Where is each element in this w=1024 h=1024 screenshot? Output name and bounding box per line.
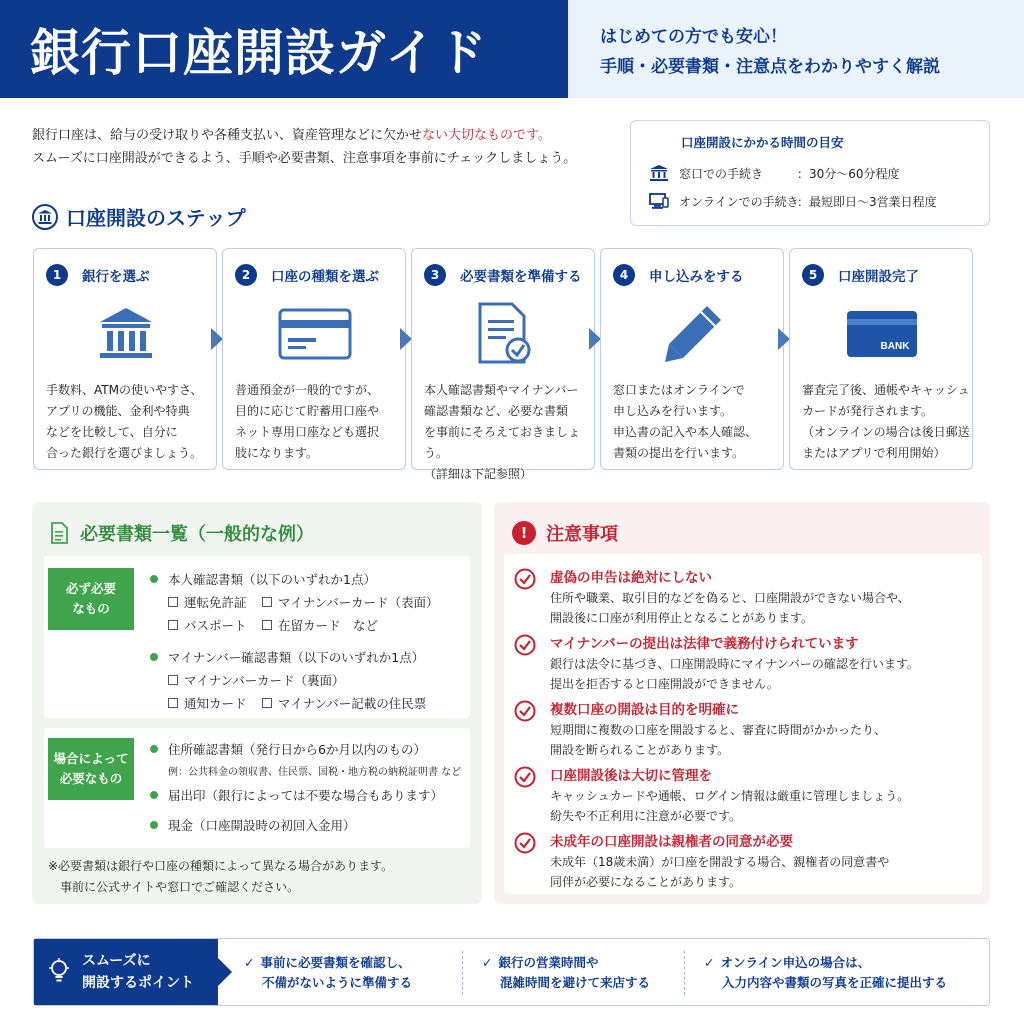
tip-divider [684,951,685,995]
time-row-counter [649,159,975,187]
footnote-line: ※必要書類は銀行や口座の種類によって異なる場合があります。 [48,859,394,873]
step-number: 2 [235,264,257,286]
list-item [150,784,461,806]
tag-line: なもの [72,601,110,616]
check-circle-icon [514,568,536,590]
docs-title-text: 必要書類一覧（一般的な例） [80,524,314,545]
header-subtitle [568,0,1024,98]
time-row-value: ：最短即日〜3営業日程度 [797,194,937,209]
caution-heading: 口座開設後は大切に管理を [550,768,712,784]
step-number: 3 [424,264,446,286]
bankbook-icon [845,309,919,359]
steps-title-text: 口座開設のステップ [66,206,246,230]
body-line: 未成年（18歳未満）が口座を開設する場合、親権者の同意書や [550,855,890,869]
required-tag [48,568,134,630]
tip-line: オンライン申込の場合は、 [720,955,871,970]
caution-panel [494,502,990,904]
doc-option: マイナンバーカード（表面） [278,594,439,610]
conditional-tag [48,738,134,800]
checkbox-icon [262,620,272,630]
desc-line: アプリの機能、金利や特典 [46,404,190,418]
doc-option: マイナンバー記載の住民票 [278,695,427,711]
doc-option: 通知カード [184,695,247,711]
body-line: 住所や職業、取引目的などを偽ると、口座開設ができない場合や、 [550,591,910,605]
body-line: 銀行は法令に基づき、口座開設時にマイナンバーの確認を行います。 [550,657,919,671]
body-line: 開設後に口座が利用停止となることがあります。 [550,611,814,625]
doc-option: マイナンバーカード（裏面） [184,672,345,688]
checkmark-icon: ✓ [704,955,715,970]
footnote-line: 事前に公式サイトや窓口でご確認ください。 [48,880,300,894]
body-line: 短期間に複数の口座を開設すると、審査に時間がかかったり、 [550,723,887,737]
conditional-docs-card [44,728,470,848]
desc-line: カードが発行されます。 [802,404,934,418]
step-description [424,380,592,485]
desc-line: 目的に応じて貯蓄用口座や [235,404,380,418]
intro-line-1-emphasis: ない大切なものです。 [422,128,551,143]
desc-line: 普通預金が一般的ですが、 [235,383,380,397]
desc-line: またはアプリで利用開始） [802,446,946,460]
checkbox-icon [168,698,178,708]
list-item [150,814,461,836]
check-circle-icon [514,766,536,788]
step-description [613,380,781,464]
tag-line: 必要なもの [59,771,123,786]
step-card-1 [33,248,217,470]
desc-line: （詳細は下記参照） [424,467,533,481]
desc-line: などを比較して、自分に [46,425,178,439]
checkbox-icon [168,675,178,685]
checkbox-icon [262,698,272,708]
docs-title [50,520,314,546]
caution-heading: 複数口座の開設は目的を明確に [550,702,739,718]
list-item [150,646,439,668]
tip-line: 入力内容や書類の写真を正確に提出する [722,975,948,990]
list-item [150,738,461,760]
tip-item [482,953,650,993]
steps-row [33,248,991,481]
step-number: 5 [802,264,824,286]
step-card-4 [600,248,784,470]
tip-divider [462,951,463,995]
checkbox-row [150,590,439,613]
bank-card-text: BANK [880,341,910,352]
checkbox-row [150,691,439,714]
caution-heading: 未成年の口座開設は親権者の同意が必要 [550,834,793,850]
header-title-area [0,0,568,98]
desc-line: 申し込みを行います。 [613,404,733,418]
tip-line: 銀行の営業時間や [498,955,599,970]
tips-label-line: スムーズに [82,953,151,969]
tips-label-line: 開設するポイント [82,975,194,991]
caution-body [550,588,910,628]
document-icon [50,522,68,544]
page-header [0,0,1024,98]
check-circle-icon [514,700,536,722]
body-line: 紛失や不正利用に注意が必要です。 [550,809,742,823]
bank-badge-icon [32,204,58,230]
caution-title [512,520,618,546]
caution-body [550,786,909,826]
caution-card [504,554,982,894]
bullet-icon [150,653,158,661]
doc-head: 住所確認書類（発行日から6か月以内のもの） [168,742,426,757]
caution-title-text: 注意事項 [546,524,618,545]
checkbox-icon [168,620,178,630]
body-line: 開設を断られることがあります。 [550,743,730,757]
bank-icon [649,164,669,182]
desc-line: ネット専用口座なども選択 [235,425,380,439]
time-row-value: ：30分〜60分程度 [797,166,900,181]
body-line: 提出を拒否すると口座開設ができません。 [550,677,779,691]
checkbox-icon [262,597,272,607]
doc-option: 運転免許証 [184,594,247,610]
desc-line: （オンラインの場合は後日郵送 [802,425,970,439]
required-docs-list [150,568,439,714]
step-label: 口座開設完了 [838,269,919,285]
tips-label [34,939,218,1005]
checkbox-row [150,668,439,691]
bullet-icon [150,791,158,799]
bullet-icon [150,821,158,829]
step-label: 口座の種類を選ぶ [271,269,379,285]
step-number: 4 [613,264,635,286]
document-check-icon [474,302,534,366]
step-card-3 [411,248,595,481]
desc-line: 肢になります。 [235,446,319,460]
bullet-icon [150,575,158,583]
step-number: 1 [46,264,68,286]
desc-line: 窓口またはオンラインで [613,383,745,397]
body-line: キャッシュカードや通帳、ログイン情報は厳重に管理しましょう。 [550,789,910,803]
desc-line: 合った銀行を選びましょう。 [46,446,203,460]
tip-line: 事前に必要書類を確認し、 [260,955,411,970]
bank-building-icon [96,304,156,364]
time-estimate-box [630,120,990,226]
caution-body [550,720,886,760]
bullet-icon [150,745,158,753]
desc-line: 審査完了後、通帳やキャッシュ [802,383,970,397]
body-line: 同伴が必要になることがあります。 [550,875,742,889]
time-row-label: オンラインでの手続き [679,194,799,209]
check-circle-icon [514,832,536,854]
desc-line: 手数料、ATMの使いやすさ、 [46,383,203,397]
step-label: 必要書類を準備する [460,269,582,285]
desc-line: 書類の提出を行います。 [613,446,745,460]
docs-footnote [48,856,393,898]
caution-heading: 虚偽の申告は絶対にしない [550,570,712,586]
check-circle-icon [514,634,536,656]
doc-head: 現金（口座開設時の初回入金用） [168,818,356,833]
tip-line: 不備がないように準備する [262,975,413,990]
tip-line: 混雑時間を避けて来店する [500,975,651,990]
time-estimate-title: 口座開設にかかる時間の目安 [681,135,844,150]
caution-body [550,654,919,694]
time-row-online [649,187,975,215]
tag-line: 場合によって [53,751,129,766]
step-card-2 [222,248,406,470]
checkbox-icon [168,597,178,607]
exclamation-icon: ! [512,521,536,545]
step-description [46,380,214,464]
required-documents-panel [32,502,482,904]
caution-body [550,852,889,892]
desc-line: 確認書類など、必要な書類 [424,404,569,418]
checkbox-row [150,613,439,636]
step-description [235,380,403,464]
step-description [802,380,970,464]
steps-section-title [32,202,246,231]
step-label: 銀行を選ぶ [82,269,150,285]
tip-item [704,953,947,993]
intro-line-1: 銀行口座は、給与の受け取りや各種支払い、資産管理などに欠かせ [32,128,423,143]
time-row-label: 窓口での手続き [679,166,764,181]
checkmark-icon: ✓ [244,955,255,970]
step-label: 申し込みをする [649,269,744,285]
card-icon [278,308,352,360]
tag-line: 必ず必要 [65,581,116,596]
doc-head: 本人確認書類（以下のいずれか1点） [168,572,376,587]
lightbulb-icon [48,958,70,986]
doc-head: 届出印（銀行によっては不要な場合もあります） [168,788,444,803]
intro-line-2: スムーズに口座開設ができるよう、手順や必要書類、注意事項を事前にチェックしましょう。 [32,151,577,166]
conditional-docs-list [150,738,461,836]
tips-bar [33,938,990,1006]
doc-example-note: 例：公共料金の領収書、住民票、国税・地方税の納税証明書 など [168,766,462,778]
desc-line: 本人確認書類やマイナンバー [424,383,579,397]
desc-line: 申込書の記入や本人確認、 [613,425,758,439]
caution-heading: マイナンバーの提出は法律で義務付けられています [550,636,859,652]
tip-item [244,953,412,993]
checkmark-icon: ✓ [482,955,493,970]
desc-line: を事前にそろえておきましょう。 [424,425,581,460]
doc-option: 在留カード など [278,617,379,633]
list-item [150,568,439,590]
intro-text [32,124,617,170]
subtitle-line-1: はじめての方でも安心！ [600,27,787,47]
pen-icon [661,302,725,366]
page-title: 銀行口座開設ガイド [30,24,488,82]
doc-option: パスポート [184,617,247,633]
computer-icon [649,192,669,210]
required-docs-card [44,556,470,718]
doc-head: マイナンバー確認書類（以下のいずれか1点） [168,650,425,665]
step-card-5 [789,248,973,470]
subtitle-line-2: 手順・必要書類・注意点をわかりやすく解説 [600,57,940,77]
